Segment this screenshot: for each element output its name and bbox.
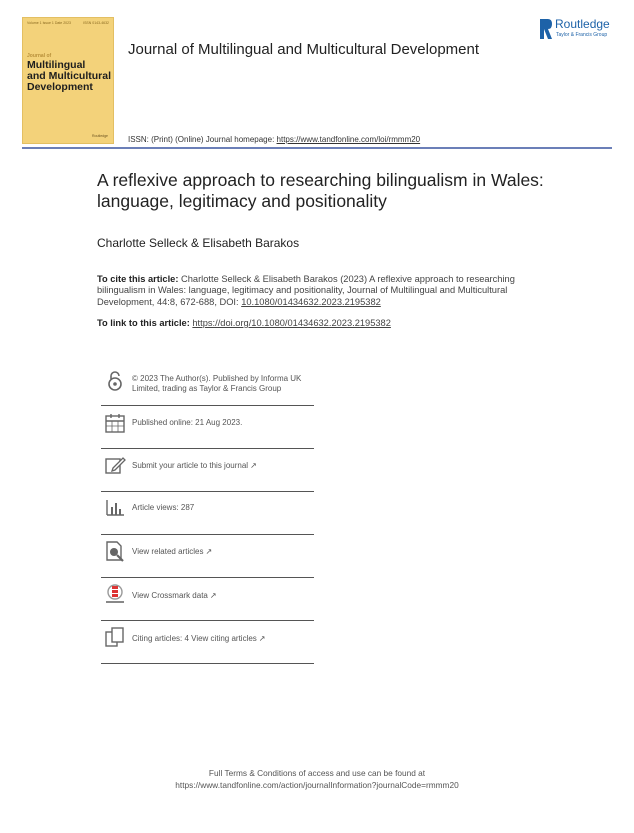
external-link-icon: ↗ [250, 461, 257, 470]
bar-chart-icon [104, 496, 126, 518]
routledge-logo-text: Routledge [555, 17, 610, 31]
info-divider [101, 620, 314, 621]
cite-label: To cite this article: [97, 274, 179, 284]
edit-pencil-icon [104, 454, 126, 476]
submit-row[interactable] [101, 453, 314, 487]
info-divider [101, 405, 314, 406]
views-row [101, 496, 314, 530]
article-url-link[interactable]: https://doi.org/10.1080/01434632.2023.2195382 [192, 318, 391, 328]
journal-cover [22, 17, 114, 144]
search-document-icon [104, 540, 126, 562]
citation-block [97, 274, 545, 308]
info-divider [101, 491, 314, 492]
external-link-icon: ↗ [209, 591, 217, 600]
related-text[interactable]: View related articles [132, 547, 204, 556]
crossmark-row[interactable] [101, 582, 314, 616]
crossmark-link[interactable] [132, 591, 316, 601]
info-divider [101, 448, 314, 449]
external-link-icon: ↗ [205, 547, 213, 556]
article-authors: Charlotte Selleck & Elisabeth Barakos [97, 236, 300, 250]
views-text: Article views: 287 [132, 503, 195, 512]
footer-terms-link[interactable]: https://www.tandfonline.com/action/journalInformation?journalCode=rmmm20 [175, 779, 459, 790]
cover-title-line1: Multilingual [27, 59, 86, 71]
published-row [101, 410, 314, 448]
header-divider [22, 147, 612, 149]
cover-publisher: Routledge [92, 134, 108, 138]
doi-link[interactable]: 10.1080/01434632.2023.2195382 [241, 296, 381, 307]
article-title: A reflexive approach to researching bilingualism in Wales: language, legitimacy and positionality [97, 170, 544, 211]
copy-pages-icon [104, 626, 126, 648]
link-label: To link to this article: [97, 318, 193, 328]
submit-text[interactable]: Submit your article to this journal [132, 461, 249, 470]
citing-row[interactable] [101, 625, 314, 659]
external-link-icon: ↗ [258, 634, 266, 643]
issn-line [128, 135, 420, 144]
journal-title: Journal of Multilingual and Multicultural Development [128, 41, 480, 58]
open-access-text: © 2023 The Author(s). Published by Informa UK Limited, trading as Taylor & Francis Group [132, 374, 302, 393]
citing-link[interactable] [132, 634, 316, 644]
open-access-row [101, 369, 314, 407]
submit-link[interactable] [132, 461, 316, 471]
info-divider [101, 534, 314, 535]
footer [0, 768, 634, 791]
cover-title [27, 53, 113, 93]
cover-issue-line [23, 18, 113, 28]
published-text: Published online: 21 Aug 2023. [132, 418, 243, 427]
info-divider [101, 663, 314, 664]
cover-volume-text: Volume 1 Issue 1 Date 2023 [27, 21, 71, 25]
calendar-icon [104, 412, 126, 434]
citing-text[interactable]: Citing articles: 4 View citing articles [132, 634, 257, 643]
open-access-lock-icon [104, 370, 126, 392]
cover-title-pre: Journal of [27, 53, 52, 59]
routledge-mark-icon [540, 19, 552, 39]
crossmark-icon [104, 583, 126, 605]
issn-text: ISSN: (Print) (Online) Journal homepage: [128, 135, 277, 144]
related-row[interactable] [101, 539, 314, 573]
routledge-logo-sub: Taylor & Francis Group [556, 32, 608, 38]
cover-issn-text: ISSN 0143-4632 [83, 21, 109, 25]
related-link[interactable] [132, 547, 316, 557]
journal-homepage-link[interactable]: https://www.tandfonline.com/loi/rmmm20 [276, 135, 421, 144]
routledge-logo [540, 17, 620, 41]
footer-terms-text: Full Terms & Conditions of access and use can be found at [208, 768, 426, 778]
cite-text: Charlotte Selleck & Elisabeth Barakos (2023) A reflexive approach to researching bilingualism in Wales: language, legitimacy and positionality, Journal of Multilingual and Multicultural Development, 44:8, 672-688, DOI: [97, 274, 515, 307]
crossmark-text[interactable]: View Crossmark data [132, 591, 208, 600]
cover-title-line2: and Multicultural [27, 70, 111, 82]
info-divider [101, 577, 314, 578]
article-link-line [97, 318, 391, 328]
cover-title-line3: Development [27, 81, 93, 93]
